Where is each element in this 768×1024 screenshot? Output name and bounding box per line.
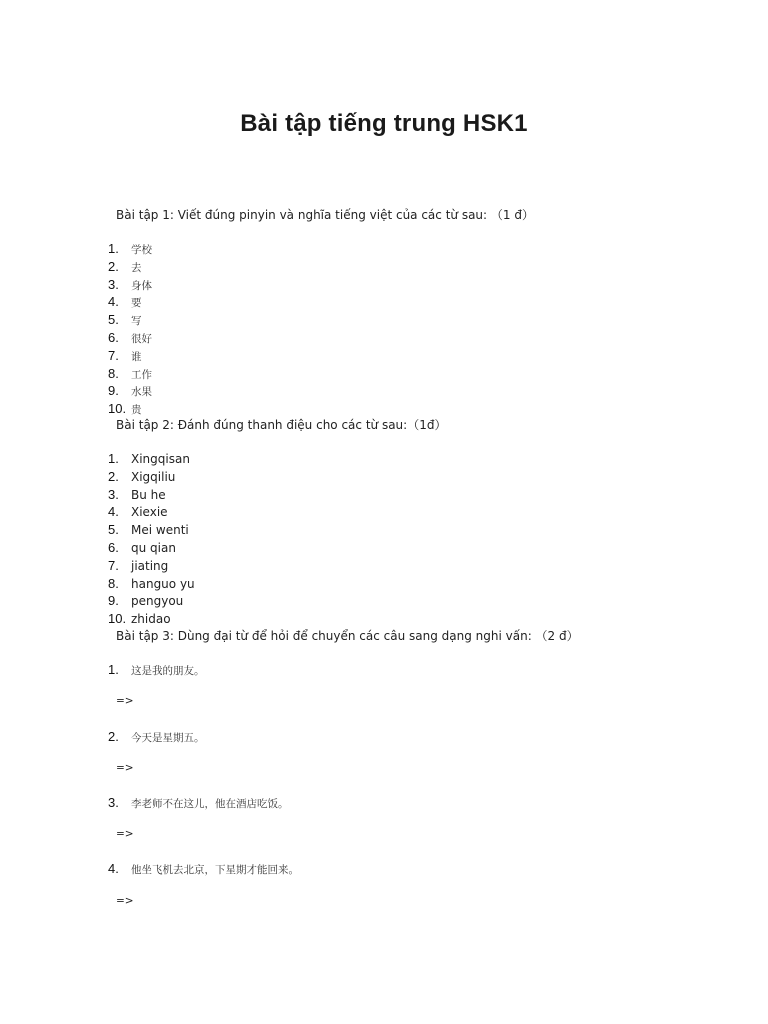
exercise-1-heading: Bài tập 1: Viết đúng pinyin và nghĩa tiếng việt của các từ sau: （1 đ） <box>116 208 534 222</box>
list-item <box>108 293 152 311</box>
list-item <box>108 575 195 593</box>
answer-arrow: => <box>116 762 134 774</box>
list-item <box>108 329 152 347</box>
item-text: Bu he <box>131 487 166 502</box>
item-text: 贵 <box>131 404 142 417</box>
item-text: pengyou <box>131 594 184 609</box>
item-text: 身体 <box>131 279 152 292</box>
list-item <box>108 521 195 539</box>
item-text: 水果 <box>131 386 152 399</box>
exercise-3-heading: Bài tập 3: Dùng đại từ để hỏi để chuyển các câu sang dạng nghi vấn: （2 đ） <box>116 629 579 643</box>
list-item <box>108 258 152 276</box>
item-text: jiating <box>131 558 169 573</box>
item-number: 9. <box>108 593 119 609</box>
question-text: 这是我的朋友。 <box>131 665 205 677</box>
item-number: 1. <box>108 241 119 256</box>
list-item <box>108 276 152 294</box>
item-text: 去 <box>131 261 142 274</box>
answer-arrow: => <box>116 695 134 707</box>
list-item <box>108 382 152 400</box>
item-text: hanguo yu <box>131 576 195 591</box>
item-number: 10. <box>108 401 127 417</box>
list-item <box>108 557 195 575</box>
list-item <box>108 592 195 610</box>
item-text: 要 <box>131 297 142 310</box>
item-number: 5. <box>108 312 119 328</box>
item-text: 学校 <box>131 244 152 256</box>
item-number: 5. <box>108 522 119 538</box>
item-number: 2. <box>108 258 119 274</box>
item-number: 6. <box>108 539 119 555</box>
item-number: 6. <box>108 329 119 345</box>
question-item <box>108 795 289 811</box>
question-item <box>108 861 299 877</box>
list-item <box>108 311 152 329</box>
list-item <box>108 450 195 468</box>
item-number: 2. <box>108 729 119 744</box>
item-number: 3. <box>108 276 119 292</box>
list-item <box>108 539 195 557</box>
item-number: 3. <box>108 486 119 502</box>
item-number: 1. <box>108 451 119 466</box>
item-text: 谁 <box>131 350 142 363</box>
exercise-1-list <box>108 240 152 418</box>
item-number: 1. <box>108 662 119 677</box>
list-item <box>108 468 195 486</box>
item-text: Mei wenti <box>131 523 189 538</box>
answer-arrow: => <box>116 828 134 840</box>
question-text: 李老师不在这儿，他在酒店吃饭。 <box>131 798 289 810</box>
item-text: qu qian <box>131 540 176 555</box>
list-item <box>108 486 195 504</box>
item-text: Xiexie <box>131 505 168 520</box>
item-text: 写 <box>131 315 142 328</box>
item-number: 4. <box>108 294 119 310</box>
item-number: 4. <box>108 861 119 876</box>
document-title: Bài tập tiếng trung HSK1 <box>240 110 528 137</box>
item-number: 10. <box>108 611 127 627</box>
item-text: Xigqiliu <box>131 469 176 484</box>
item-text: 工作 <box>131 368 152 381</box>
item-number: 8. <box>108 575 119 591</box>
item-number: 2. <box>108 468 119 484</box>
question-item <box>108 729 205 745</box>
exercise-2-heading: Bài tập 2: Đánh đúng thanh điệu cho các từ sau:（1đ） <box>116 418 447 432</box>
item-text: 很好 <box>131 332 152 345</box>
item-number: 8. <box>108 365 119 381</box>
item-number: 7. <box>108 347 119 363</box>
list-item <box>108 347 152 365</box>
list-item <box>108 240 152 258</box>
item-text: zhidao <box>131 612 171 627</box>
list-item <box>108 365 152 383</box>
answer-arrow: => <box>116 895 134 907</box>
question-text: 今天是星期五。 <box>131 732 205 744</box>
question-text: 他坐飞机去北京，下星期才能回来。 <box>131 864 299 876</box>
question-item <box>108 662 205 678</box>
item-text: Xingqisan <box>131 452 190 466</box>
item-number: 4. <box>108 504 119 520</box>
item-number: 3. <box>108 795 119 810</box>
item-number: 9. <box>108 383 119 399</box>
exercise-2-list <box>108 450 195 628</box>
list-item <box>108 503 195 521</box>
item-number: 7. <box>108 557 119 573</box>
list-item <box>108 610 195 628</box>
